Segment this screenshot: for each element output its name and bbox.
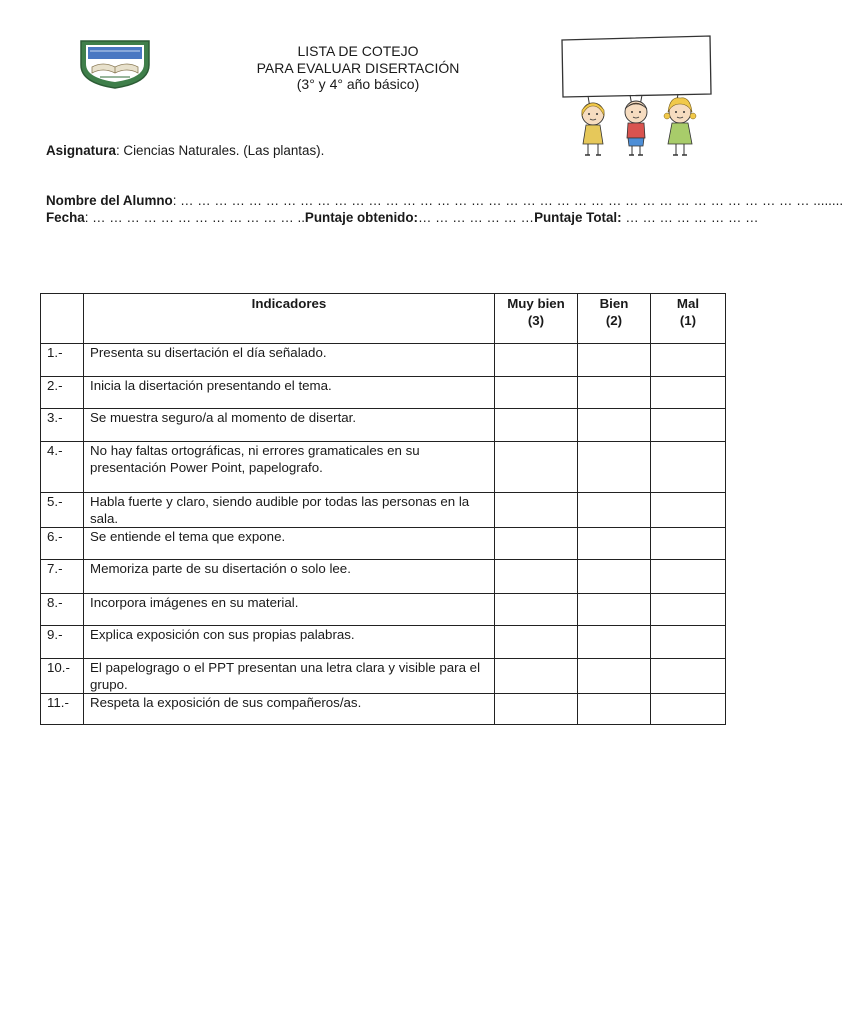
row-number: 8.- — [41, 594, 84, 626]
total-score-label: Puntaje Total: — [534, 210, 622, 225]
student-name-line — [46, 193, 843, 209]
score-cell-good[interactable] — [578, 626, 651, 659]
score-cell-good[interactable] — [578, 377, 651, 409]
score-cell-very-good[interactable] — [495, 594, 578, 626]
date-score-line — [46, 210, 759, 226]
date-label: Fecha — [46, 210, 85, 225]
title-line-2: PARA EVALUAR DISERTACIÓN — [256, 59, 460, 76]
row-number: 7.- — [41, 560, 84, 594]
row-number: 9.- — [41, 626, 84, 659]
title-line-1: LISTA DE COTEJO — [297, 43, 419, 59]
row-indicator: El papelogrago o el PPT presentan una letra clara y visible para el grupo. — [84, 659, 495, 694]
score-cell-very-good[interactable] — [495, 626, 578, 659]
table-row — [41, 594, 726, 626]
title-line-3: (3° y 4° año básico) — [296, 76, 420, 92]
school-crest-icon — [78, 37, 152, 89]
score-cell-bad[interactable] — [651, 493, 726, 528]
table-row — [41, 377, 726, 409]
score-cell-bad[interactable] — [651, 694, 726, 725]
table-row — [41, 442, 726, 493]
score-cell-bad[interactable] — [651, 442, 726, 493]
score-cell-very-good[interactable] — [495, 377, 578, 409]
subject-label: Asignatura — [46, 143, 116, 158]
table-row — [41, 344, 726, 377]
row-indicator: Respeta la exposición de sus compañeros/as. — [84, 694, 495, 725]
score-cell-very-good[interactable] — [495, 659, 578, 694]
header-row — [41, 294, 726, 344]
children-holding-sign-illustration — [558, 34, 716, 160]
header-indicators: Indicadores — [84, 294, 495, 344]
row-number: 1.- — [41, 344, 84, 377]
table-row — [41, 409, 726, 442]
score-cell-bad[interactable] — [651, 659, 726, 694]
subject-line — [46, 143, 324, 159]
row-number: 10.- — [41, 659, 84, 694]
row-number: 2.- — [41, 377, 84, 409]
row-indicator: No hay faltas ortográficas, ni errores gramaticales en su presentación Power Point, papelografo. — [84, 442, 495, 493]
header-number — [41, 294, 84, 344]
header-very-good — [495, 294, 578, 344]
score-cell-good[interactable] — [578, 594, 651, 626]
row-number: 11.- — [41, 694, 84, 725]
header-bad — [651, 294, 726, 344]
checklist-table — [40, 293, 726, 725]
score-cell-very-good[interactable] — [495, 694, 578, 725]
score-cell-good[interactable] — [578, 659, 651, 694]
header-good-score: (2) — [605, 313, 623, 328]
score-cell-very-good[interactable] — [495, 409, 578, 442]
score-cell-good[interactable] — [578, 442, 651, 493]
row-number: 3.- — [41, 409, 84, 442]
row-indicator: Habla fuerte y claro, siendo audible por todas las personas en la sala. — [84, 493, 495, 528]
score-cell-very-good[interactable] — [495, 560, 578, 594]
score-cell-bad[interactable] — [651, 528, 726, 560]
row-indicator: Presenta su disertación el día señalado. — [84, 344, 495, 377]
table-row — [41, 528, 726, 560]
row-indicator: Memoriza parte de su disertación o solo lee. — [84, 560, 495, 594]
document-title — [220, 43, 496, 93]
score-cell-good[interactable] — [578, 560, 651, 594]
row-number: 5.- — [41, 493, 84, 528]
table-row — [41, 560, 726, 594]
row-number: 6.- — [41, 528, 84, 560]
table-row — [41, 659, 726, 694]
score-cell-bad[interactable] — [651, 344, 726, 377]
header-very-good-score: (3) — [527, 313, 545, 328]
header-bad-score: (1) — [679, 313, 697, 328]
score-cell-very-good[interactable] — [495, 344, 578, 377]
row-indicator: Explica exposición con sus propias palabras. — [84, 626, 495, 659]
score-cell-bad[interactable] — [651, 409, 726, 442]
row-indicator: Se entiende el tema que expone. — [84, 528, 495, 560]
student-name-label: Nombre del Alumno — [46, 193, 173, 208]
score-cell-good[interactable] — [578, 694, 651, 725]
table-row — [41, 694, 726, 725]
header-very-good-label: Muy bien — [507, 296, 565, 311]
header-good-label: Bien — [599, 296, 629, 311]
score-cell-good[interactable] — [578, 493, 651, 528]
row-indicator: Inicia la disertación presentando el tema. — [84, 377, 495, 409]
row-number: 4.- — [41, 442, 84, 493]
score-cell-very-good[interactable] — [495, 528, 578, 560]
score-cell-bad[interactable] — [651, 626, 726, 659]
score-cell-bad[interactable] — [651, 594, 726, 626]
score-cell-good[interactable] — [578, 409, 651, 442]
score-obtained-label: Puntaje obtenido: — [304, 210, 418, 225]
score-cell-good[interactable] — [578, 344, 651, 377]
score-cell-very-good[interactable] — [495, 442, 578, 493]
date-field[interactable]: : … … … … … … … … … … … … .. — [84, 210, 305, 225]
header-bad-label: Mal — [676, 296, 700, 311]
score-cell-good[interactable] — [578, 528, 651, 560]
row-indicator: Se muestra seguro/a al momento de disertar. — [84, 409, 495, 442]
table-row — [41, 493, 726, 528]
header-good — [578, 294, 651, 344]
subject-value: : Ciencias Naturales. (Las plantas). — [115, 143, 325, 158]
score-cell-bad[interactable] — [651, 377, 726, 409]
table-row — [41, 626, 726, 659]
score-cell-bad[interactable] — [651, 560, 726, 594]
score-obtained-field[interactable]: … … … … … … … — [418, 210, 535, 225]
score-cell-very-good[interactable] — [495, 493, 578, 528]
student-name-field[interactable]: : … … … … … … … … … … … … … … … … … … … … … … … … … … … … … … … … … … … … … ........ — [172, 193, 843, 208]
row-indicator: Incorpora imágenes en su material. — [84, 594, 495, 626]
total-score-field[interactable]: … … … … … … … … — [621, 210, 759, 225]
